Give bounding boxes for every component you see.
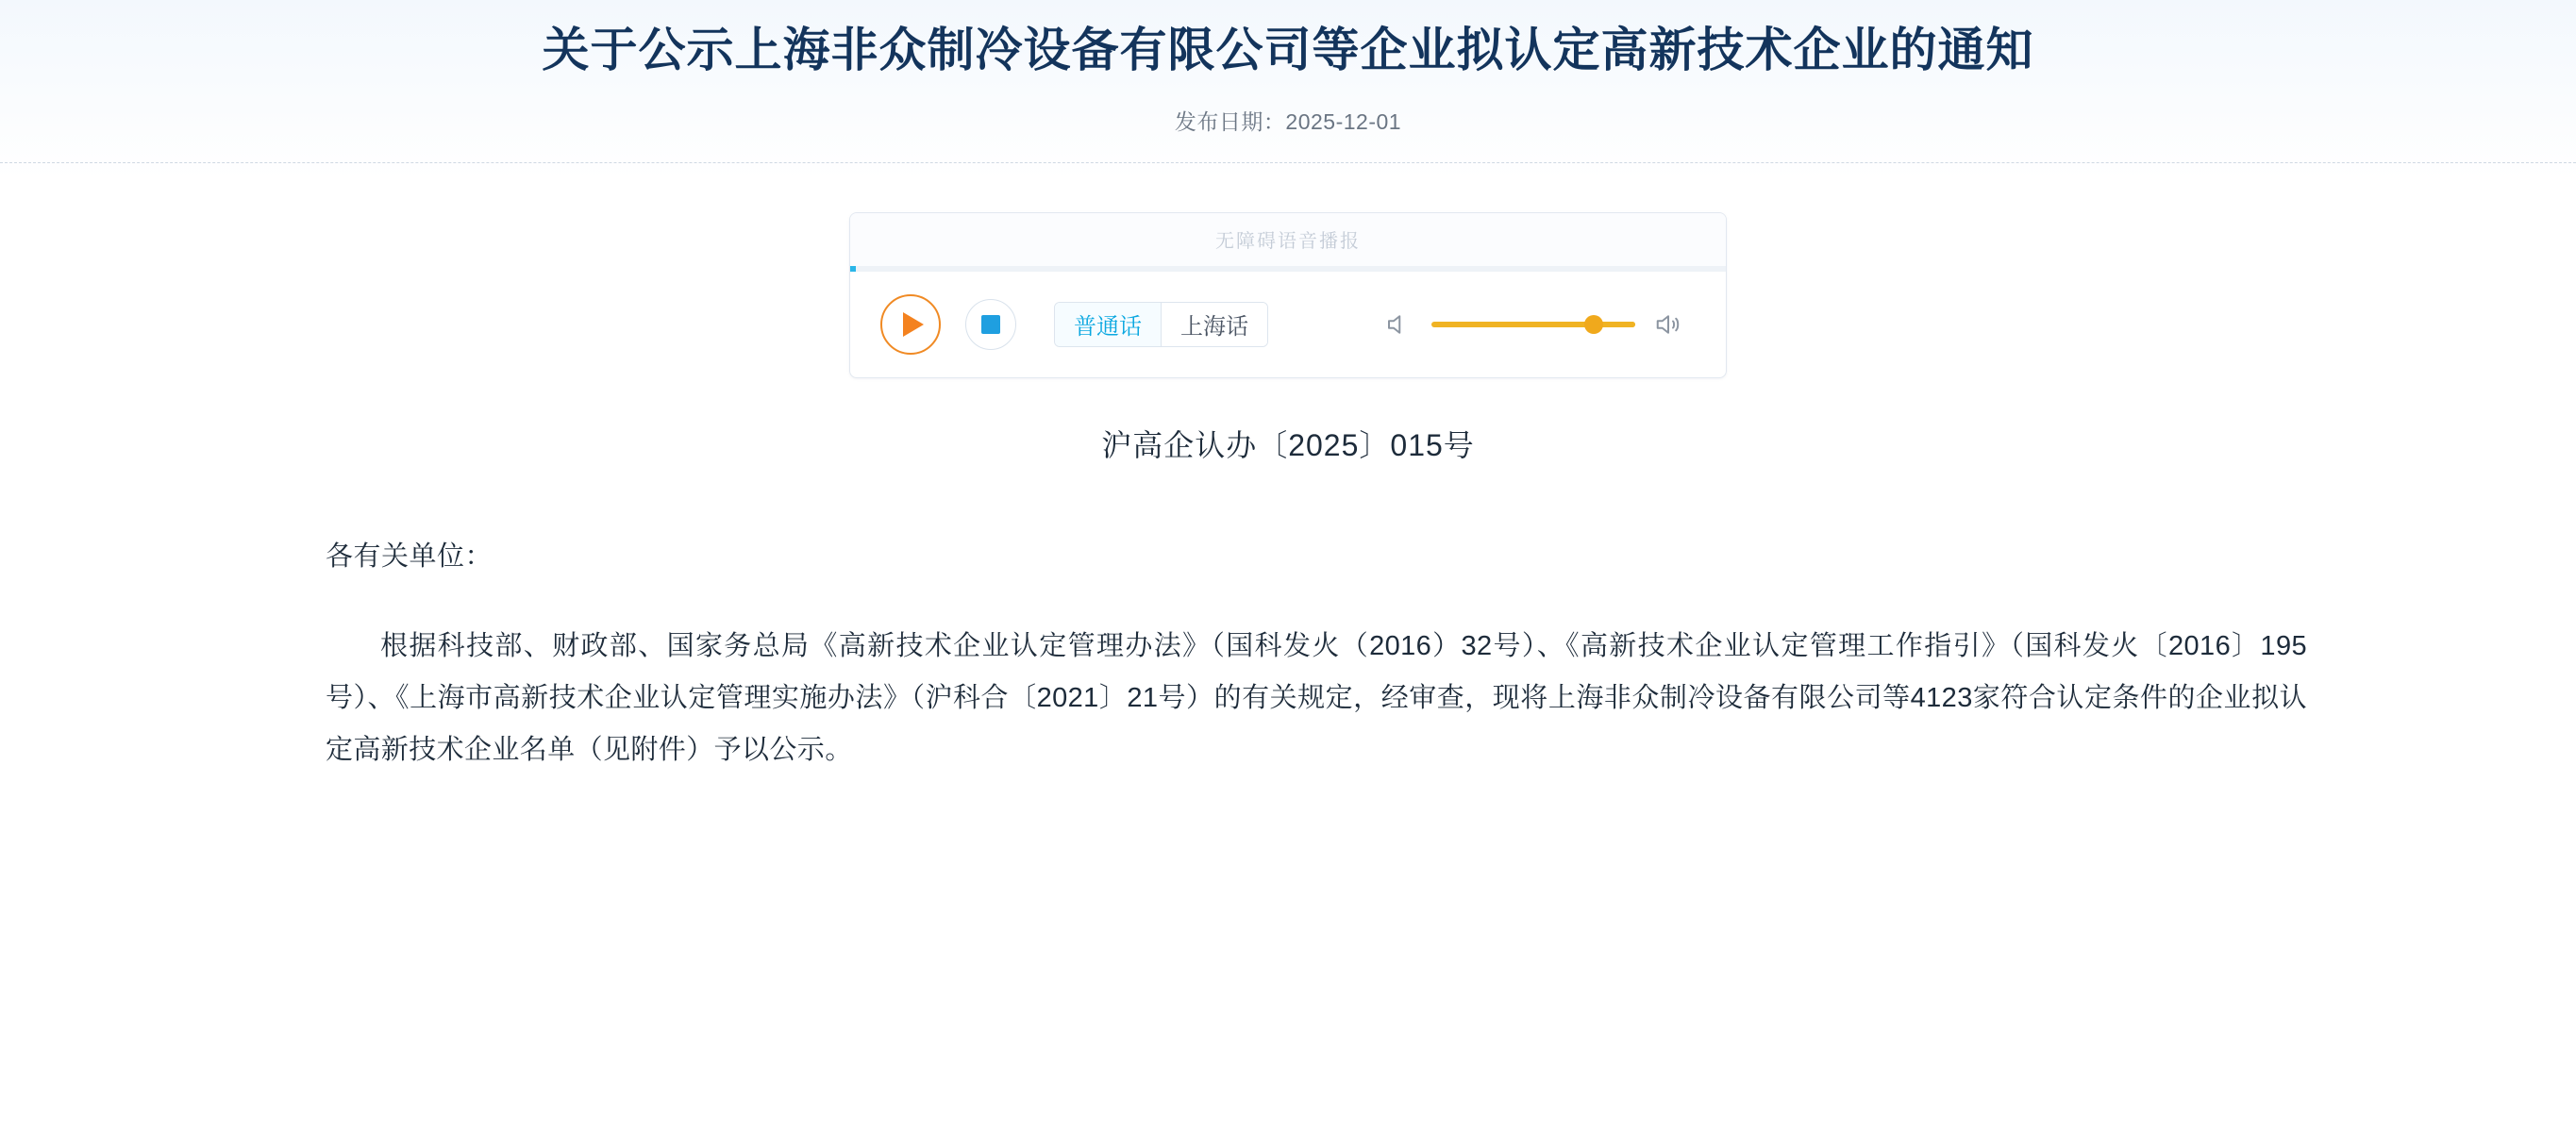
document-body — [231, 535, 2345, 776]
audio-player-controls — [850, 272, 1726, 377]
audio-player — [849, 212, 1727, 378]
document-header — [0, 0, 2576, 136]
volume-slider-knob[interactable] — [1584, 315, 1603, 334]
stop-square-icon — [981, 315, 1000, 334]
language-toggle[interactable] — [1054, 302, 1268, 347]
salutation: 各有关单位： — [326, 541, 493, 572]
play-icon[interactable] — [880, 294, 941, 355]
audio-player-wrapper — [0, 212, 2576, 378]
header-divider — [0, 162, 2576, 163]
stop-icon[interactable] — [965, 299, 1016, 350]
audio-player-header — [850, 213, 1726, 266]
language-option-shanghainese[interactable]: 上海话 — [1161, 303, 1267, 346]
audio-progress-fill — [850, 266, 856, 272]
volume-area — [1384, 310, 1682, 339]
body-paragraph-1: 根据科技部、财政部、国家务总局《高新技术企业认定管理办法》（国科发火（2016）32号）、《高新技术企业认定管理工作指引》（国科发火〔2016〕195号）、《上海市高新技术企业认定管理实施办法》（沪科合〔2021〕21号）的有关规定，经审查，现将上海非众制冷设备有限公司等4123家符合认定条件的企业拟认定高新技术企业名单（见附件）予以公示。 — [326, 630, 2307, 765]
page-title: 关于公示上海非众制冷设备有限公司等企业拟认定高新技术企业的通知 — [542, 24, 2034, 76]
volume-slider[interactable] — [1431, 322, 1635, 327]
volume-up-icon[interactable] — [1654, 310, 1682, 339]
language-option-mandarin[interactable]: 普通话 — [1055, 303, 1161, 346]
play-triangle-icon — [903, 312, 924, 337]
audio-player-label: 无障碍语音播报 — [1215, 231, 1361, 252]
document-number: 沪高企认办〔2025〕015号 — [1101, 427, 1475, 462]
publish-date: 发布日期：2025-12-01 — [1174, 108, 1402, 134]
volume-mute-icon[interactable] — [1384, 310, 1413, 339]
audio-progress-bar[interactable] — [850, 266, 1726, 272]
